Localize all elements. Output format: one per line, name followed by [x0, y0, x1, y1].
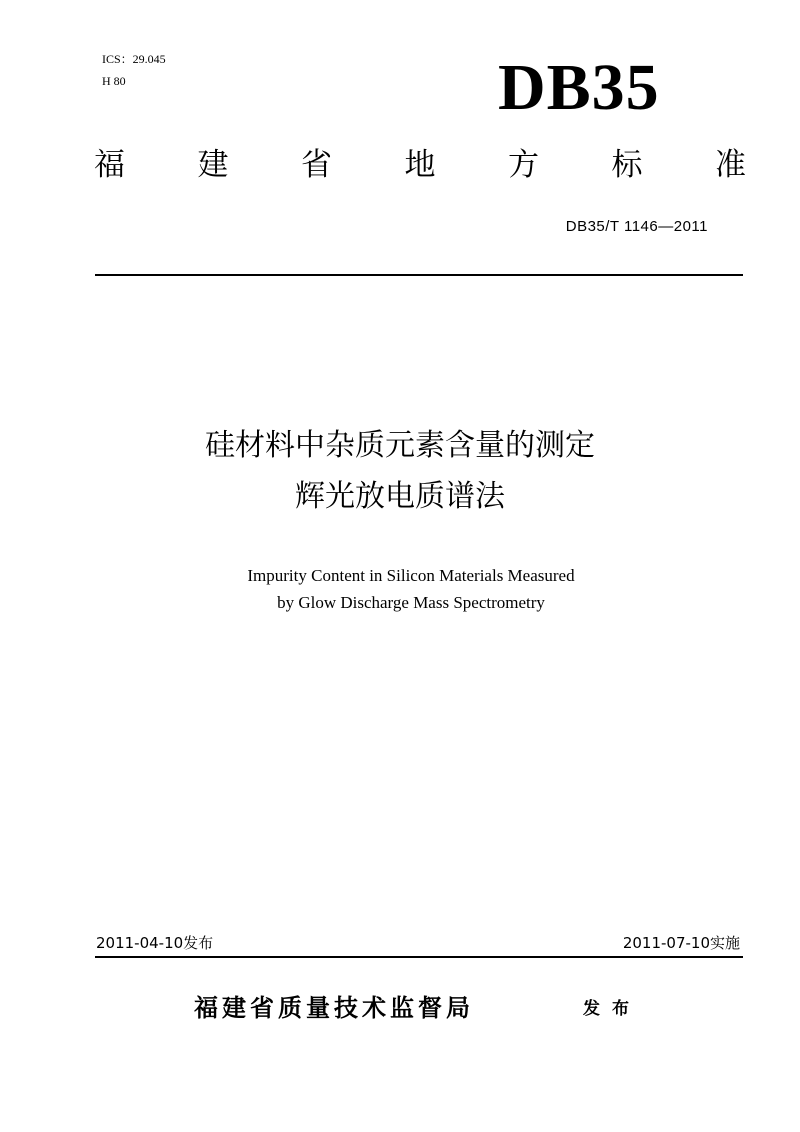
chinese-title-line-2: 辉光放电质谱法: [295, 479, 505, 514]
ccs-code: H 80: [102, 74, 126, 88]
bottom-divider: [95, 956, 743, 958]
standard-type-title: [94, 143, 746, 187]
top-divider: [95, 274, 743, 276]
standard-type-char: 地: [404, 147, 436, 183]
standard-logo: DB35: [498, 51, 660, 124]
implementation-date: 2011-07-10实施: [622, 934, 740, 952]
issue-label: 发布: [583, 999, 641, 1019]
issuing-authority: 福建省质量技术监督局: [194, 993, 474, 1022]
english-title-line-2: by Glow Discharge Mass Spectrometry: [277, 593, 545, 612]
standard-type-char: 福: [94, 147, 125, 183]
standard-type-char: 标: [611, 147, 643, 183]
standard-type-char: 省: [301, 147, 332, 183]
issue-date: 2011-04-10发布: [96, 934, 214, 952]
english-title-line-1: Impurity Content in Silicon Materials Measured: [247, 566, 575, 585]
standard-type-char: 建: [197, 147, 229, 183]
standard-type-char: 方: [508, 147, 539, 183]
chinese-title-line-1: 硅材料中杂质元素含量的测定: [205, 428, 595, 463]
ics-code: ICS：29.045: [102, 52, 166, 66]
standard-number: DB35/T 1146—2011: [565, 218, 708, 235]
standard-type-char: 准: [715, 147, 746, 183]
